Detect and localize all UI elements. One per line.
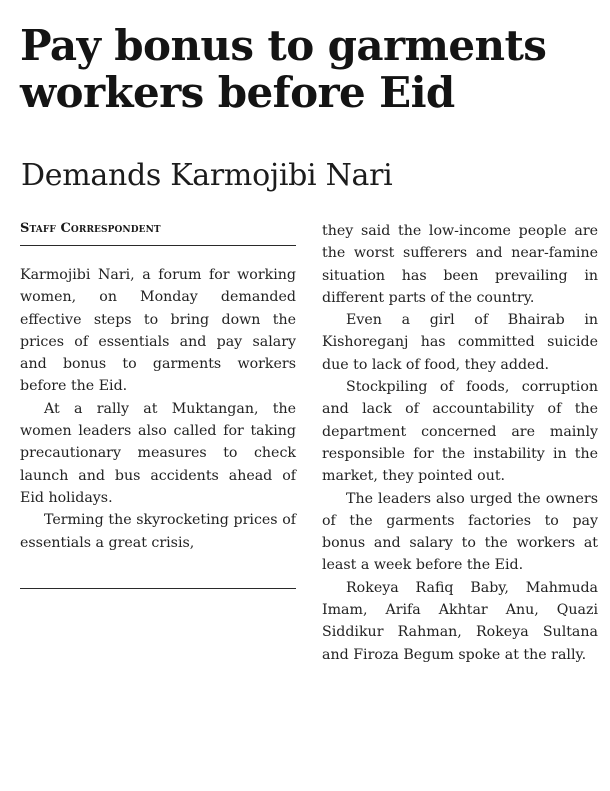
- paragraph: Even a girl of Bhairab in Kishoreganj has committed suicide due to lack of food, they added.: [322, 312, 598, 373]
- byline-divider: [20, 245, 296, 246]
- right-column: [322, 220, 598, 666]
- left-column: [20, 264, 296, 554]
- byline: Staff Correspondent: [20, 221, 161, 236]
- paragraph: Terming the skyrocketing prices of essentials a great crisis,: [20, 512, 296, 551]
- paragraph: they said the low-income people are the worst sufferers and near-famine situation has been prevailing in different parts of the country.: [322, 223, 598, 306]
- paragraph: The leaders also urged the owners of the garments factories to pay bonus and salary to the workers at least a week before the Eid.: [322, 490, 598, 574]
- article-headline: Pay bonus to garments workers before Eid: [20, 21, 547, 117]
- paragraph: At a rally at Muktangan, the women leaders also called for taking precautionary measures to check launch and bus accidents ahead of Eid holidays.: [20, 400, 296, 506]
- paragraph: Rokeya Rafiq Baby, Mahmuda Imam, Arifa Akhtar Anu, Quazi Siddikur Rahman, Rokeya Sultana and Firoza Begum spoke at the rally.: [322, 579, 598, 663]
- paragraph: Karmojibi Nari, a forum for working women, on Monday demanded effective steps to bring down the prices of essentials and pay salary and bonus to garments workers before the Eid.: [20, 267, 296, 395]
- column-end-divider: [20, 588, 296, 589]
- paragraph: Stockpiling of foods, corruption and lack of accountability of the department concerned are mainly responsible for the instability in the market, they pointed out.: [322, 379, 598, 485]
- article-subheadline: Demands Karmojibi Nari: [21, 158, 393, 193]
